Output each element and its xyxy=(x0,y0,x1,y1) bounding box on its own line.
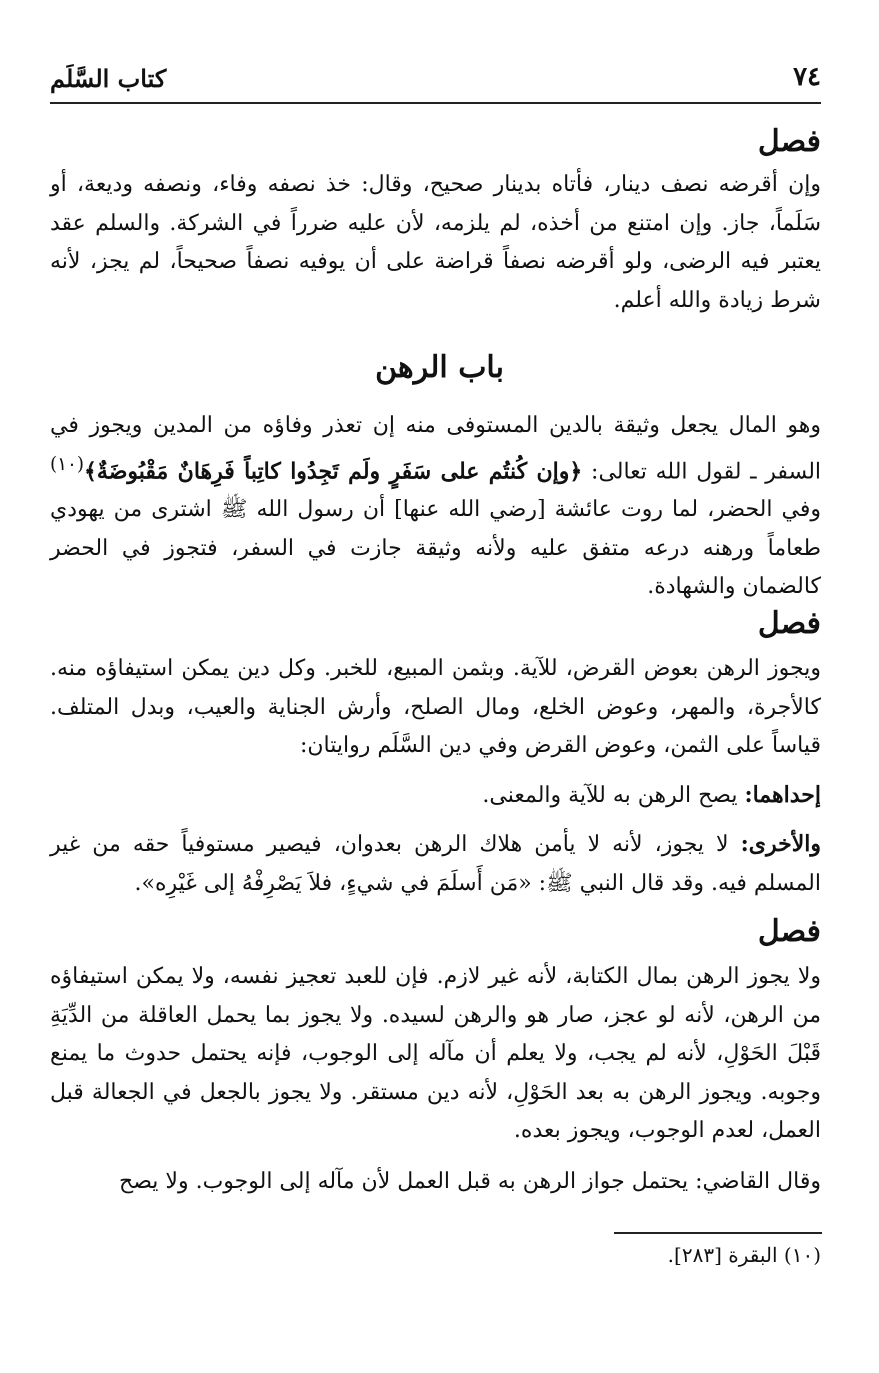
section-2-body xyxy=(50,650,821,903)
second-narration-text: لا يجوز، لأنه لا يأمن هلاك الرهن بعدوان، فيصير مستوفياً حقه من غير المسلم فيه. وقد قال النبي ﷺ: «مَن أَسلَمَ في شيءٍ، فلاَ يَصْرِفْهُ إلى غَيْرِه». xyxy=(50,832,821,896)
section-heading-3: فصل xyxy=(757,914,821,949)
chapter-intro-paragraph xyxy=(50,407,821,607)
section-3-body xyxy=(50,958,821,1201)
page-header xyxy=(50,58,821,104)
footnote-separator xyxy=(614,1232,822,1234)
quran-verse: ﴿وإن كُنتُم على سَفَرٍ ولَم تَجِدُوا كاتِباً فَرِهَانٌ مَقْبُوضَةٌ﴾ xyxy=(84,457,583,484)
section-1-paragraph: وإن أقرضه نصف دينار، فأتاه بدينار صحيح، وقال: خذ نصفه وفاء، ونصفه وديعة، أو سَلَماً، جاز. وإن امتنع من أخذه، لم يلزمه، لأن عليه ضرراً في الشركة. والسلم عقد يعتبر فيه الرضى، ولو أقرضه نصفاً قراضة على أن يوفيه نصفاً صحيحاً، لم يجز، لأنه شرط زيادة والله أعلم. xyxy=(50,172,821,313)
intro-text-before-verse: وهو المال يجعل وثيقة بالدين المستوفى منه إن تعذر وفاؤه من المدين ويجوز في السفر ـ لقول الله تعالى: xyxy=(50,413,822,484)
second-narration-label: والأخرى: xyxy=(740,831,821,857)
chapter-title: باب الرهن xyxy=(375,350,504,385)
section-3-paragraph-1: ولا يجوز الرهن بمال الكتابة، لأنه غير لازم. فإن للعبد تعجيز نفسه، ولا يمكن استيفاؤه من الرهن، لأنه لو عجز، صار هو والرهن لسيده. ولا يجوز بما يحمل العاقلة من الدِّيَةِ قَبْلَ الحَوْلِ، لأنه لم يجب، ولا يعلم أن مآله إلى الوجوب، فإنه يحتمل حدوث ما يمنع وجوبه. ويجوز الرهن به بعد الحَوْلِ، لأنه دين مستقر. ولا يجوز بالجعل في الجعالة قبل العمل، لعدم الوجوب، ويجوز بعده. xyxy=(50,964,821,1143)
section-heading-1: فصل xyxy=(757,124,821,159)
section-3-paragraph-2: وقال القاضي: يحتمل جواز الرهن به قبل العمل لأن مآله إلى الوجوب. ولا يصح xyxy=(119,1168,821,1194)
section-2-paragraph-1: ويجوز الرهن بعوض القرض، للآية. وبثمن المبيع، للخبر. وكل دين يمكن استيفاؤه منه. كالأجرة، والمهر، وعوض الخلع، ومال الصلح، وأرش الجناية والعيب، وبدل المتلف. قياساً على الثمن، وعوض القرض وفي دين السَّلَم روايتان: xyxy=(50,656,821,758)
chapter-intro xyxy=(50,407,821,607)
intro-text-after-verse: وفي الحضر، لما روت عائشة [رضي الله عنها] أن رسول الله ﷺ اشترى من يهودي طعاماً ورهنه درعه متفق عليه ولأنه وثيقة جازت في السفر، فتجوز في الحضر كالضمان والشهادة. xyxy=(50,497,821,600)
first-narration xyxy=(50,776,821,816)
second-narration xyxy=(50,825,821,903)
first-narration-text: يصح الرهن به للآية والمعنى. xyxy=(482,782,745,808)
section-1-body xyxy=(50,166,821,320)
running-title: كتاب السَّلَم xyxy=(50,64,167,93)
first-narration-label: إحداهما: xyxy=(744,781,821,808)
verse-footnote-ref: (١٠) xyxy=(50,453,85,475)
footnote: (١٠) البقرة [٢٨٣]. xyxy=(667,1243,821,1267)
page-number: ٧٤ xyxy=(793,62,821,92)
section-heading-2: فصل xyxy=(757,606,821,641)
